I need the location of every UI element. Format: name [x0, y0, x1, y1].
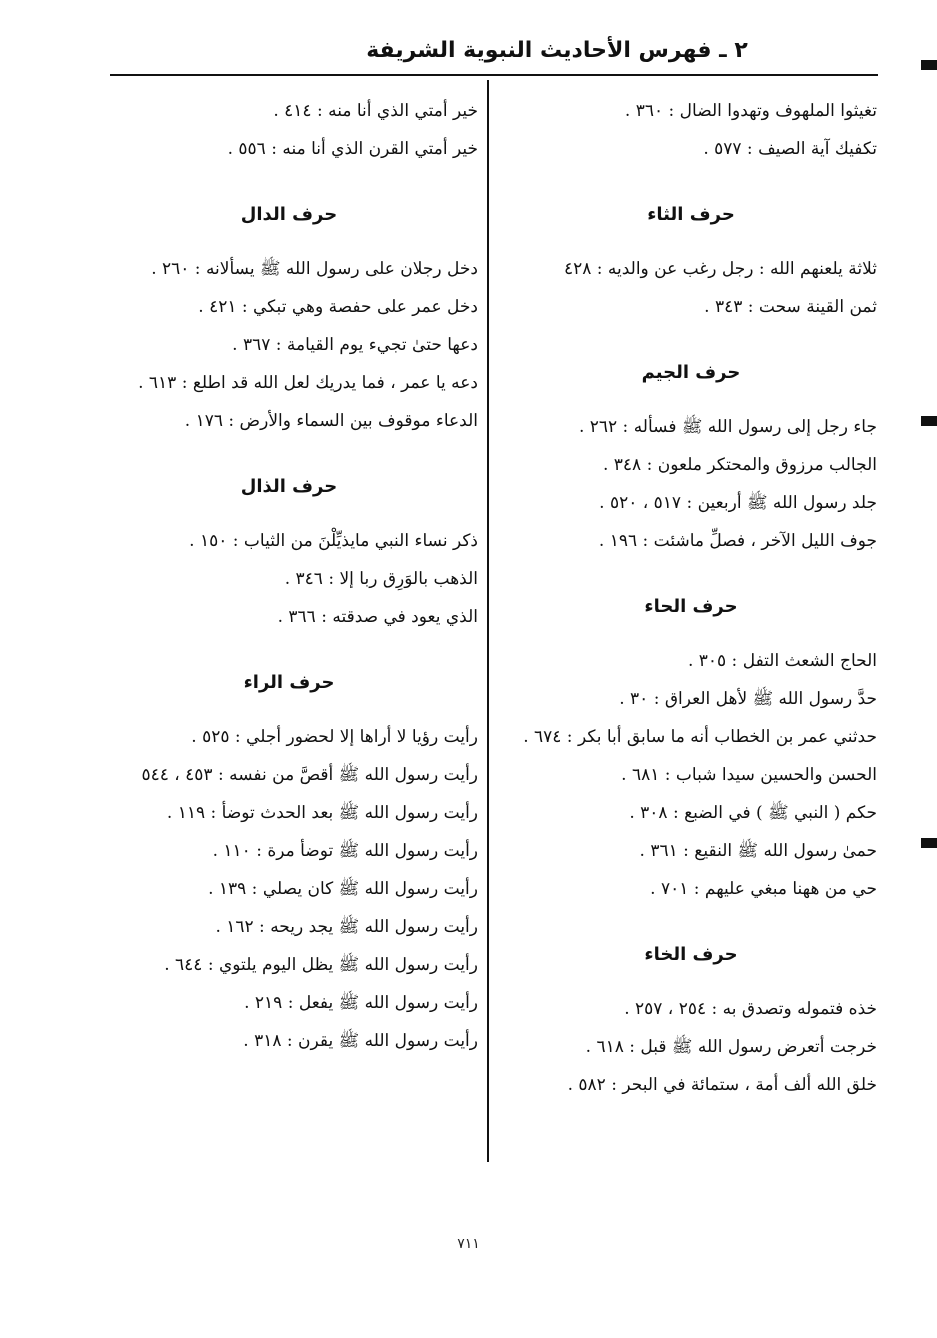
index-entry: خير أمتي الذي أنا منه : ٤١٤ . [273, 101, 478, 121]
section-heading: حرف الراء [243, 672, 335, 693]
section-tha [505, 198, 877, 326]
index-entry: حدثني عمر بن الخطاب أنه ما سابق أبا بكر : ٦٧٤ . [523, 727, 877, 747]
index-entry: حي من ههنا مبغي عليهم : ٧٠١ . [650, 879, 877, 899]
index-entry: رأيت رسول الله ﷺ أقصَّ من نفسه : ٤٥٣ ، ٥٤٤ [141, 765, 478, 785]
section-ha [505, 590, 877, 908]
index-entry: الدعاء موقوف بين السماء والأرض : ١٧٦ . [184, 411, 478, 431]
index-entry: جوف الليل الآخر ، فصلِّ ماشئت : ١٩٦ . [598, 531, 877, 551]
section-jim [505, 356, 877, 560]
index-entry: الجالب مرزوق والمحتكر ملعون : ٣٤٨ . [602, 455, 877, 475]
index-entry: حمىٰ رسول الله ﷺ النقيع : ٣٦١ . [639, 841, 877, 861]
section-heading: حرف الحاء [644, 596, 738, 617]
index-entry: رأيت رؤيا لا أراها إلا لحضور أجلي : ٥٢٥ . [191, 727, 478, 747]
section-heading: حرف الخاء [644, 944, 738, 965]
index-entry: حكم ( النبي ﷺ ) في الضبع : ٣٠٨ . [629, 803, 877, 823]
index-entry: رأيت رسول الله ﷺ يقرن : ٣١٨ . [243, 1031, 478, 1051]
index-entry: رأيت رسول الله ﷺ يظل اليوم يلتوي : ٦٤٤ . [164, 955, 478, 975]
index-column-right [505, 92, 877, 1104]
section-heading: حرف الدال [240, 204, 338, 225]
index-entry: جلد رسول الله ﷺ أربعين : ٥١٧ ، ٥٢٠ . [599, 493, 877, 513]
index-entry: ثمن القينة سحت : ٣٤٣ . [704, 297, 877, 317]
section-heading: حرف الجيم [641, 362, 741, 383]
column-divider [487, 80, 489, 1162]
index-entry: دعها حتىٰ تجيء يوم القيامة : ٣٦٧ . [232, 335, 478, 355]
section-heading: حرف الذال [240, 476, 338, 497]
index-entry: الذي يعود في صدقته : ٣٦٦ . [277, 607, 478, 627]
page-number: ٧١١ [457, 1236, 480, 1252]
index-entry: رأيت رسول الله ﷺ توضأ مرة : ١١٠ . [212, 841, 478, 861]
index-entry: دخل عمر على حفصة وهي تبكي : ٤٢١ . [198, 297, 478, 317]
index-entry: حدَّ رسول الله ﷺ لأهل العراق : ٣٠ . [619, 689, 877, 709]
entry-group-continued [100, 92, 478, 168]
header-rule [110, 74, 878, 76]
section-dhal [100, 470, 478, 636]
index-entry: الذهب بالوَرِق ربا إلا : ٣٤٦ . [284, 569, 478, 589]
index-entry: ذكر نساء النبي مايذيِّلْنَ من الثياب : ١٥٠ . [189, 531, 478, 551]
index-entry: الحاج الشعث التفل : ٣٠٥ . [687, 651, 877, 671]
index-entry: رأيت رسول الله ﷺ كان يصلي : ١٣٩ . [208, 879, 478, 899]
index-column-left [100, 92, 478, 1060]
running-header: ٢ ـ فهرس الأحاديث النبوية الشريفة [366, 38, 748, 63]
index-entry: رأيت رسول الله ﷺ بعد الحدث توضأ : ١١٩ . [166, 803, 478, 823]
index-entry: الحسن والحسين سيدا شباب : ٦٨١ . [621, 765, 877, 785]
margin-mark [921, 838, 937, 848]
section-heading: حرف الثاء [647, 204, 735, 225]
index-entry: تغيثوا الملهوف وتهدوا الضال : ٣٦٠ . [624, 101, 877, 121]
index-entry: جاء رجل إلى رسول الله ﷺ فسأله : ٢٦٢ . [578, 417, 877, 437]
index-entry: دخل رجلان على رسول الله ﷺ يسألانه : ٢٦٠ . [151, 259, 478, 279]
section-kha [505, 938, 877, 1104]
margin-mark [921, 416, 937, 426]
index-entry: رأيت رسول الله ﷺ يفعل : ٢١٩ . [244, 993, 478, 1013]
index-entry: ثلاثة يلعنهم الله : رجل رغب عن والديه : ٤٢٨ [563, 259, 877, 279]
margin-mark [921, 60, 937, 70]
index-entry: رأيت رسول الله ﷺ يجد ريحه : ١٦٢ . [215, 917, 478, 937]
index-entry: تكفيك آية الصيف : ٥٧٧ . [703, 139, 877, 159]
index-entry: خلق الله ألف أمة ، ستمائة في البحر : ٥٨٢ . [567, 1075, 877, 1095]
section-ra [100, 666, 478, 1060]
index-entry: خير أمتي القرن الذي أنا منه : ٥٥٦ . [227, 139, 478, 159]
index-entry: خذه فتموله وتصدق به : ٢٥٤ ، ٢٥٧ . [624, 999, 877, 1019]
section-dal [100, 198, 478, 440]
index-entry: دعه يا عمر ، فما يدريك لعل الله قد اطلع : ٦١٣ . [138, 373, 478, 393]
entry-group-continued [505, 92, 877, 168]
index-entry: خرجت أتعرض رسول الله ﷺ قبل : ٦١٨ . [585, 1037, 877, 1057]
